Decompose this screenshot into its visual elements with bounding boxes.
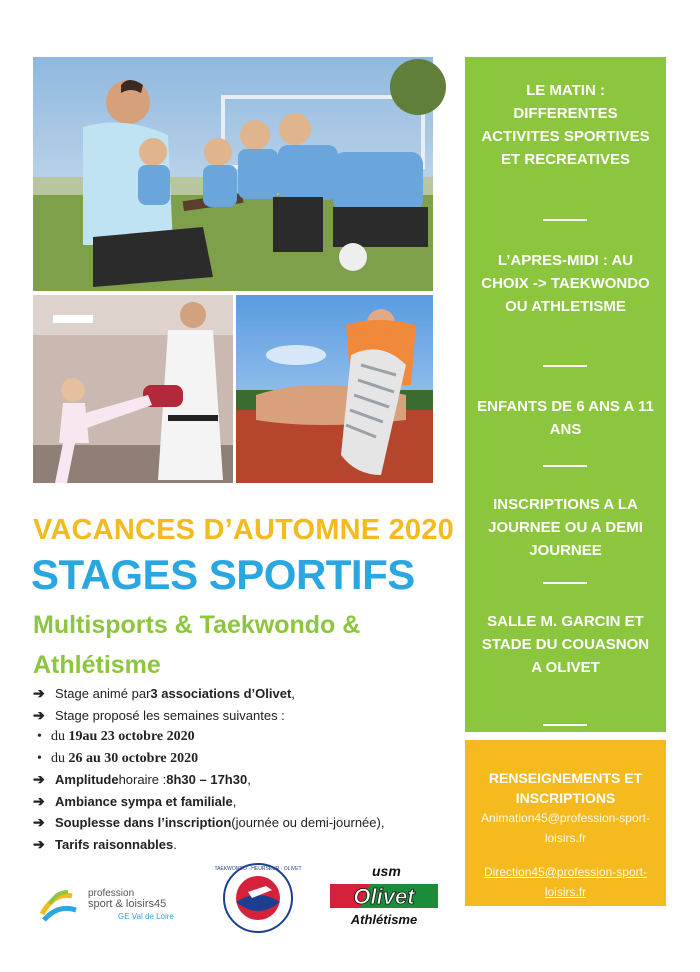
info-block-lieu: SALLE M. GARCIN ET STADE DU COUASNON A OLIVET — [481, 613, 650, 676]
usm-olivet-athletisme-logo — [330, 862, 438, 932]
info-block-apres-midi: L’APRES-MIDI : AU CHOIX -> TAEKWONDO OU ATHLETISME — [481, 252, 650, 315]
psl-line1: profession — [88, 888, 135, 899]
info-block-matin: LE MATIN : DIFFERENTES ACTIVITES SPORTIVES ET RECREATIVES — [481, 82, 650, 168]
taekwondo-olivet-logo — [214, 862, 302, 934]
divider — [543, 465, 587, 467]
profession-sport-loisirs-logo — [40, 884, 190, 924]
psl-line3: GE Val de Loire — [118, 912, 174, 921]
bullet-icon: • — [37, 750, 42, 766]
list-item: ➔ Amplitude horaire : 8h30 – 17h30 , — [33, 769, 453, 791]
title-vacances: VACANCES D’AUTOMNE 2020 — [33, 514, 454, 546]
list-item: ➔ Ambiance sympa et familiale , — [33, 791, 453, 813]
divider — [543, 582, 587, 584]
arrow-right-icon: ➔ — [33, 835, 45, 852]
usm-main: Olivet — [353, 884, 415, 909]
subtitle-disciplines: Multisports & Taekwondo & Athlétisme — [33, 611, 361, 679]
info-block-enfants: ENFANTS DE 6 ANS A 11 ANS — [477, 398, 654, 438]
list-item: ➔ Stage animé par 3 associations d’Olivet , — [33, 683, 453, 705]
usm-top: usm — [372, 863, 401, 879]
list-item: ➔ Tarifs raisonnables . — [33, 834, 453, 856]
list-item-week-1: • du 19 au 23 octobre 2020 — [33, 726, 453, 748]
contact-box — [465, 740, 666, 906]
arrow-right-icon: ➔ — [33, 685, 45, 701]
email-direction-link[interactable]: Direction45@profession-sport-loisirs.fr — [484, 865, 647, 899]
list-item-week-2: • du 26 au 30 octobre 2020 — [33, 748, 453, 770]
list-item: ➔ Souplesse dans l’inscription (journée ou demi-journée), — [33, 812, 453, 834]
divider — [543, 724, 587, 726]
photo-athletics-stretching — [236, 295, 433, 483]
arrow-right-icon: ➔ — [33, 814, 45, 830]
info-block-inscriptions: INSCRIPTIONS A LA JOURNEE OU A DEMI JOURNEE — [488, 496, 643, 559]
bullet-icon: • — [37, 729, 42, 744]
arrow-right-icon: ➔ — [33, 771, 45, 787]
tkd-ring-text: TAEKWONDO · HEURSEUR · OLIVET — [214, 866, 302, 872]
arrow-right-icon: ➔ — [33, 706, 45, 723]
divider — [543, 365, 587, 367]
photo-coach-with-children — [33, 57, 433, 291]
psl-line2: sport & loisirs45 — [88, 898, 167, 910]
list-item: ➔ Stage proposé les semaines suivantes : — [33, 705, 453, 727]
info-column — [465, 57, 666, 732]
divider — [543, 219, 587, 221]
title-stages-sportifs: STAGES SPORTIFS — [31, 551, 415, 598]
contact-title: RENSEIGNEMENTS ET INSCRIPTIONS — [488, 770, 643, 806]
email-animation[interactable]: Animation45@profession-sport-loisirs.fr — [481, 811, 650, 845]
usm-bottom: Athlétisme — [350, 912, 418, 927]
photo-taekwondo — [33, 295, 233, 483]
details-list — [33, 683, 453, 855]
arrow-right-icon: ➔ — [33, 792, 45, 809]
